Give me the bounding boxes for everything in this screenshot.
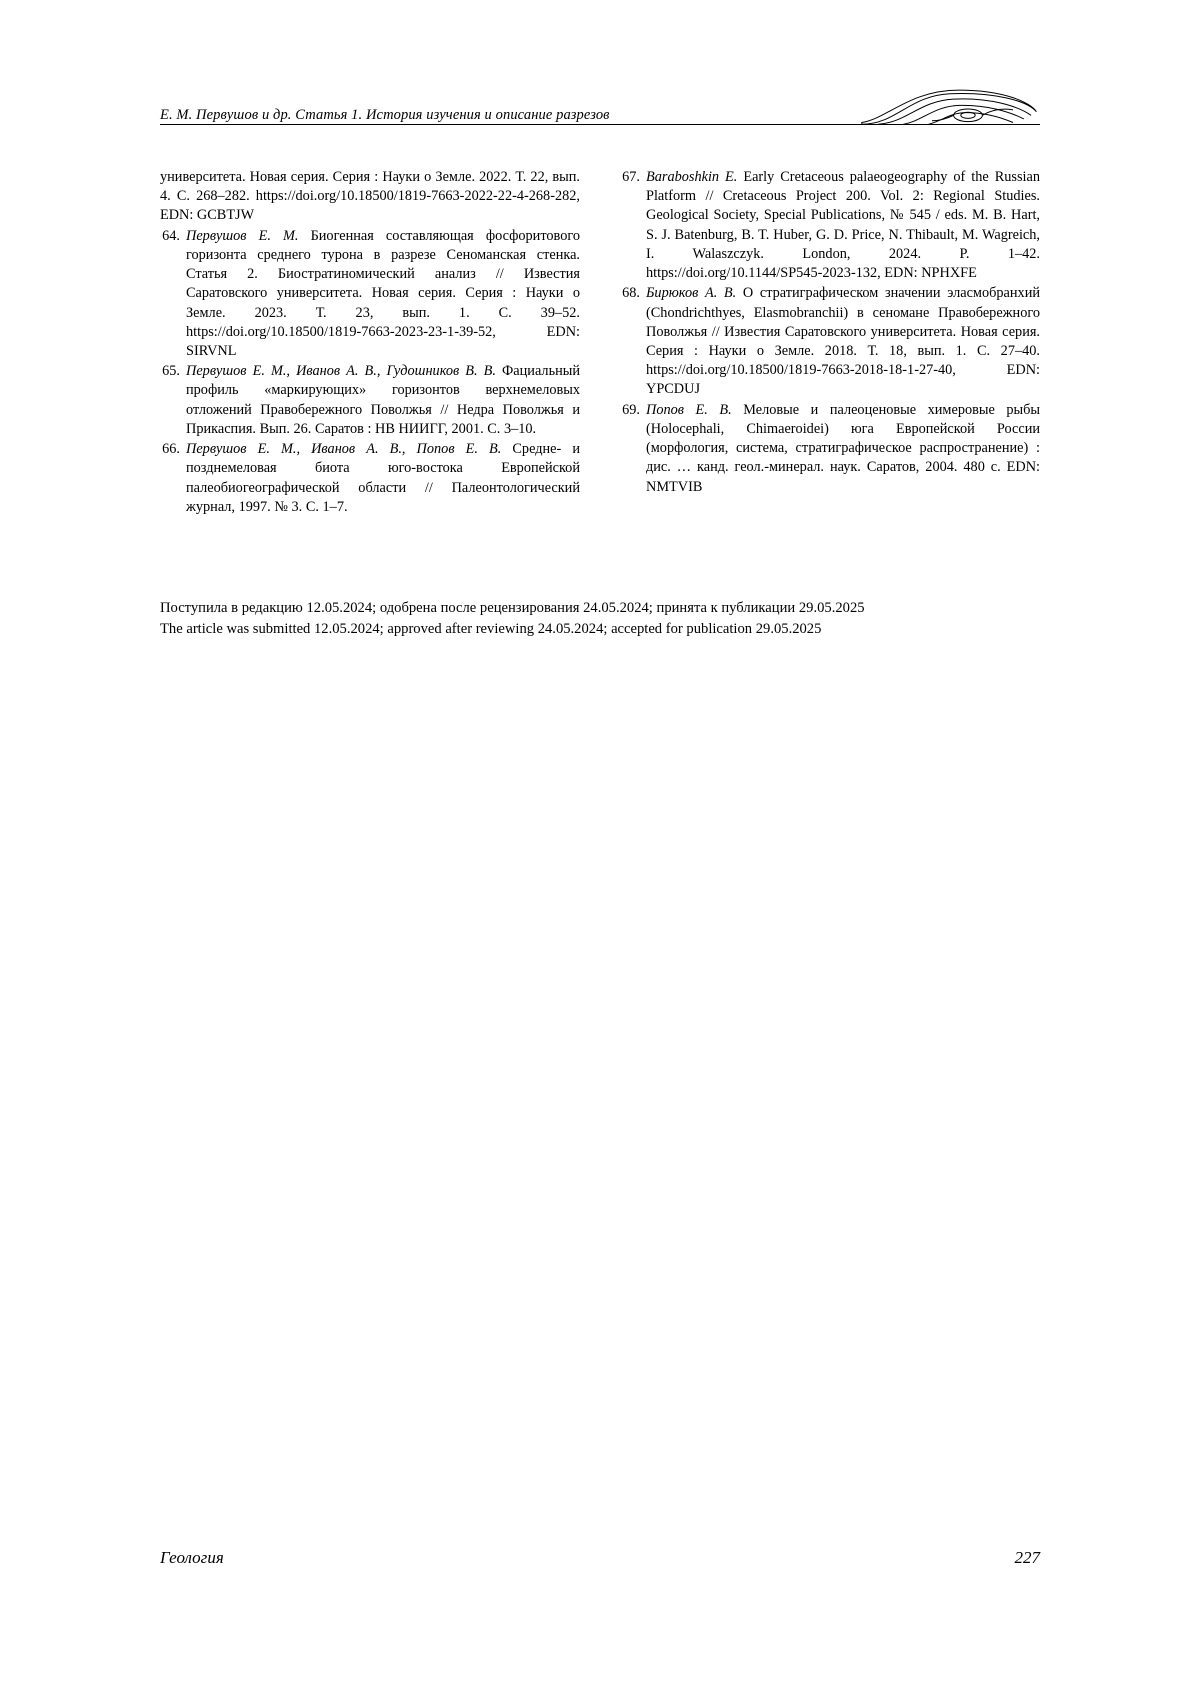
footer-section-name: Геология xyxy=(160,1548,224,1567)
reference-number: 68. xyxy=(622,285,640,302)
references-columns xyxy=(160,168,1040,518)
reference-continuation: университета. Новая серия. Серия : Науки о Земле. 2022. Т. 22, вып. 4. С. 268–282. https://doi.org/10.18500/1819-7663-2022-22-4-268-282, EDN: GCBTJW xyxy=(160,169,580,224)
reference-authors: Попов Е. В. xyxy=(646,401,732,418)
reference-authors: Первушов Е. М. xyxy=(186,227,299,244)
reference-number: 66. xyxy=(162,441,180,458)
reference-authors: Первушов Е. М., Иванов А. В., Попов Е. В. xyxy=(186,441,502,458)
submission-note-en: The article was submitted 12.05.2024; approved after reviewing 24.05.2024; accepted for publication 29.05.2025 xyxy=(160,621,822,638)
reference-body: Средне- и позднемеловая биота юго-востока Европейской палеобиогеографической области // Палеонтологический журнал, 1997. № 3. С. 1–7. xyxy=(186,441,580,515)
reference-item xyxy=(620,284,1040,399)
submission-notes xyxy=(160,598,1040,640)
reference-text xyxy=(646,401,1040,497)
reference-text xyxy=(186,440,580,517)
reference-item xyxy=(160,227,580,362)
reference-text xyxy=(186,362,580,439)
reference-number: 65. xyxy=(162,363,180,380)
reference-body: О стратиграфическом значении эласмобранхий (Chondrichthyes, Elasmobranchii) в сеномане Правобережного Поволжья // Известия Саратовского университета. Новая серия. Серия : Науки о Земле. 2018. Т. 18, вып. 1. С. 27–40. https://doi.org/10.18500/1819-7663-2018-18-1-27-40, EDN: YPCDUJ xyxy=(646,285,1040,398)
page-footer xyxy=(160,1548,1040,1568)
reference-authors: Бирюков А. В. xyxy=(646,285,737,302)
reference-item xyxy=(160,362,580,439)
reference-number: 67. xyxy=(622,169,640,185)
reference-number: 64. xyxy=(162,227,180,244)
references-right-column xyxy=(620,168,1040,518)
reference-item xyxy=(620,168,1040,283)
submission-note-ru: Поступила в редакцию 12.05.2024; одобрена после рецензирования 24.05.2024; принята к публикации 29.05.2025 xyxy=(160,600,865,616)
running-head-text: Е. М. Первушов и др. Статья 1. История изучения и описание разрезов xyxy=(160,107,610,124)
reference-item xyxy=(160,440,580,517)
reference-body: Биогенная составляющая фосфоритового горизонта среднего турона в разрезе Сеноманская стенка. Статья 2. Биостратиномический анализ // Известия Саратовского университета. Новая серия. Серия : Науки о Земле. 2023. Т. 23, вып. 1. С. 39–52. https://doi.org/10.18500/1819-7663-2023-23-1-39-52, EDN: SIRVNL xyxy=(186,227,580,359)
reference-body: Early Cretaceous palaeogeography of the Russian Platform // Cretaceous Project 200. Vol. 2: Regional Studies. Geological Society, Special Publications, № 545 / eds. M. B. Hart, S. J. Batenburg, B. T. Huber, G. D. Price, N. Thibault, M. Wagreich, I. Walaszczyk. London, 2024. P. 1–42. https://doi.org/10.1144/SP545-2023-132, EDN: NPHXFE xyxy=(646,169,1040,282)
reference-text xyxy=(646,284,1040,399)
reference-number: 69. xyxy=(622,401,640,418)
reference-authors: Baraboshkin E. xyxy=(646,169,738,185)
footer-page-number: 227 xyxy=(1014,1548,1040,1567)
references-left-column xyxy=(160,168,580,518)
reference-body: Фациальный профиль «маркирующих» горизонтов верхнемеловых отложений Правобережного Поволжья // Недра Поволжья и Прикаспия. Вып. 26. Саратов : НВ НИИГГ, 2001. С. 3–10. xyxy=(186,363,580,437)
reference-item xyxy=(620,401,1040,497)
reference-authors: Первушов Е. М., Иванов А. В., Гудошников В. В. xyxy=(186,363,496,380)
running-head xyxy=(160,88,1040,124)
reference-text xyxy=(646,168,1040,283)
reference-text xyxy=(186,227,580,362)
header-rule xyxy=(160,124,1040,125)
reference-body: Меловые и палеоценовые химеровые рыбы (Holocephali, Chimaeroidei) юга Европейской России (морфология, система, стратиграфическое распространение) : дис. … канд. геол.-минерал. наук. Саратов, 2004. 480 с. EDN: NMTVIB xyxy=(646,401,1040,495)
